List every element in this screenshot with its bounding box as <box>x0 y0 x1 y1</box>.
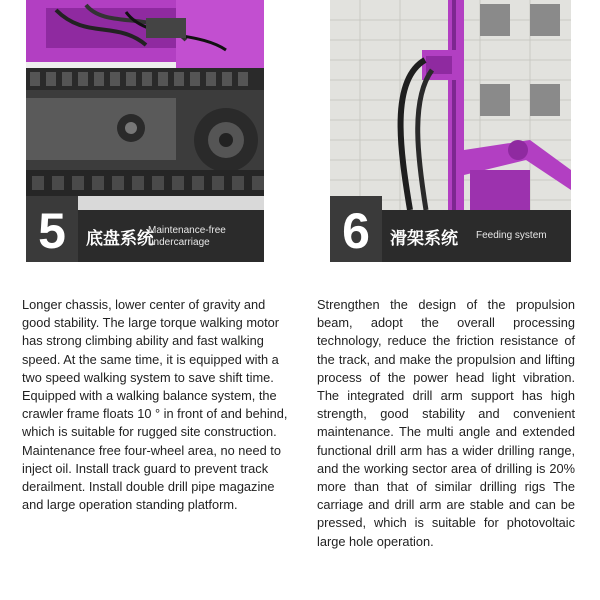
section-6-header <box>330 203 571 262</box>
section-title-en: Feeding system <box>476 230 547 241</box>
section-6-description: Strengthen the design of the propulsion beam, adopt the overall processing technology, reduce the friction resistance of the track, and make the propulsion and lifting process of the power head light vibration. The integrated drill arm support has high strength, good stability and convenient maintenance. The multi angle and extended functional drill arm has a wider drilling range, and the working sector area of drilling is 20% more than that of similar drilling rigs The carriage and drill arm are stable and can be pressed, which is suitable for photovoltaic large hole operation. <box>317 297 575 549</box>
section-title-en: Maintenance-free undercarriage <box>148 225 226 248</box>
section-5-description: Longer chassis, lower center of gravity and good stability. The large torque walking motor has strong climbing ability and fast walking speed. At the same time, it is equipped with a two speed walking system to save shift time. Equipped with a walking balance system, the crawler frame floats 10 ° in front of and behind, which is suitable for rugged site construction. Maintenance free four-wheel area, no need to inject oil. Install track guard to prevent track derailment. Install double drill pipe magazine and large operation standing platform. <box>22 297 288 513</box>
section-title-cn: 滑架系统 <box>390 229 458 248</box>
section-number: 5 <box>38 203 66 259</box>
section-number: 6 <box>342 203 370 259</box>
section-title-cn: 底盘系统 <box>86 229 154 248</box>
undercarriage-photo <box>26 0 264 210</box>
feeding-system-photo <box>330 0 571 210</box>
section-5-header <box>26 203 264 262</box>
